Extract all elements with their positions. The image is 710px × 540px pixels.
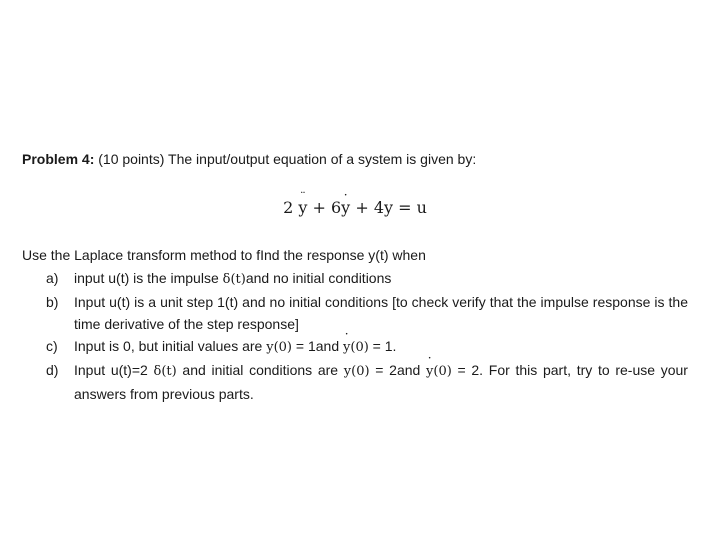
- initial-y: y(0): [343, 364, 370, 379]
- part-label: d): [46, 362, 59, 378]
- eq-term1-var: ¨ y: [298, 198, 307, 218]
- system-equation: [22, 198, 688, 218]
- part-label: a): [46, 270, 59, 286]
- initial-y: y(0): [266, 340, 292, 355]
- eq-plus2: +: [355, 198, 369, 217]
- parts-list: [46, 267, 688, 405]
- eq-plus1: +: [312, 198, 326, 217]
- eq-rhs: u: [416, 198, 427, 217]
- eq-term1-coef: 2: [283, 198, 294, 217]
- part-text: Input u(t)=2 δ(t) and initial conditions are y(0) = 2and · y(0) = 2. For this part, try to re-use your answers from previous parts.: [74, 359, 688, 405]
- intro-text: Use the Laplace transform method to fInd the response y(t) when: [22, 247, 426, 263]
- eq-term2-coef: 6: [330, 198, 342, 217]
- initial-ydot-var: · y: [426, 361, 433, 383]
- part-text: Input u(t) is a unit step 1(t) and no initial conditions [to check verify that the impulse response is the time derivative of the step response]: [74, 294, 688, 332]
- problem-points: (10 points) The input/output equation of a system is given by:: [98, 151, 477, 167]
- part-label: c): [46, 338, 58, 354]
- initial-ydot-var: · y: [343, 337, 350, 359]
- part-c: [46, 335, 688, 359]
- eq-term3: 4y: [373, 198, 394, 217]
- eq-equals: =: [398, 198, 412, 217]
- eq-term2-var: · y: [341, 198, 350, 218]
- part-label: b): [46, 294, 59, 310]
- part-text: input u(t) is the impulse δ(t)and no initial conditions: [74, 270, 392, 287]
- impulse-symbol: δ(t): [222, 272, 246, 287]
- part-a: [46, 267, 688, 291]
- part-text: Input is 0, but initial values are y(0) = 1and · y(0) = 1.: [74, 335, 688, 359]
- impulse-symbol: δ(t): [153, 364, 177, 379]
- problem-title: Problem 4:: [22, 151, 95, 167]
- problem-heading: [22, 150, 476, 168]
- part-b: [46, 291, 688, 335]
- part-d: [46, 359, 688, 405]
